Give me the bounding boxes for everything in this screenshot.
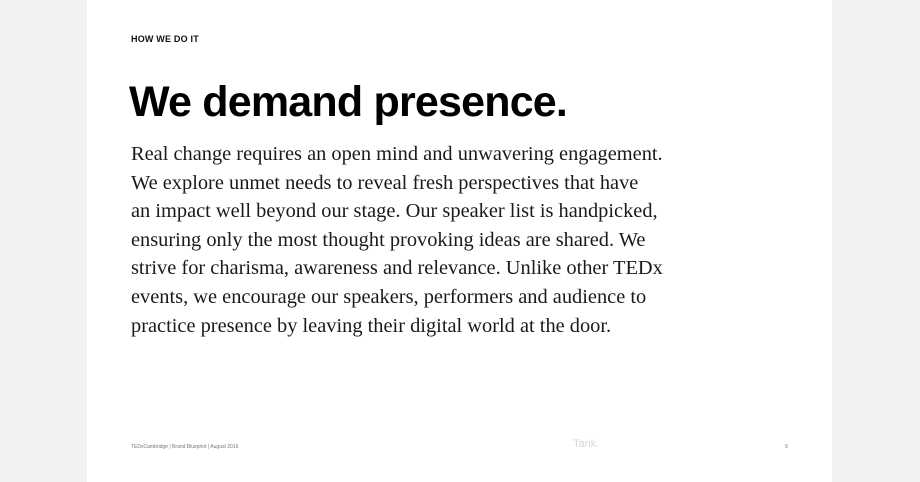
body-line: We explore unmet needs to reveal fresh perspectives that have xyxy=(131,171,639,194)
section-label: HOW WE DO IT xyxy=(131,34,199,44)
page-headline: We demand presence. xyxy=(129,78,568,126)
body-paragraph xyxy=(131,140,771,340)
page-number: 9 xyxy=(785,444,788,450)
body-line: practice presence by leaving their digital world at the door. xyxy=(131,314,612,337)
document-page xyxy=(87,0,832,482)
body-line: events, we encourage our speakers, performers and audience to xyxy=(131,285,647,308)
body-line: an impact well beyond our stage. Our speaker list is handpicked, xyxy=(131,200,658,223)
body-line: ensuring only the most thought provoking ideas are shared. We xyxy=(131,228,646,251)
body-line: strive for charisma, awareness and relevance. Unlike other TEDx xyxy=(131,257,663,280)
footer-logo: Tank. xyxy=(573,438,600,450)
footer-credit: TEDxCambridge | Brand Blueprint | August 2016 xyxy=(131,444,239,450)
body-line: Real change requires an open mind and unwavering engagement. xyxy=(131,143,663,165)
